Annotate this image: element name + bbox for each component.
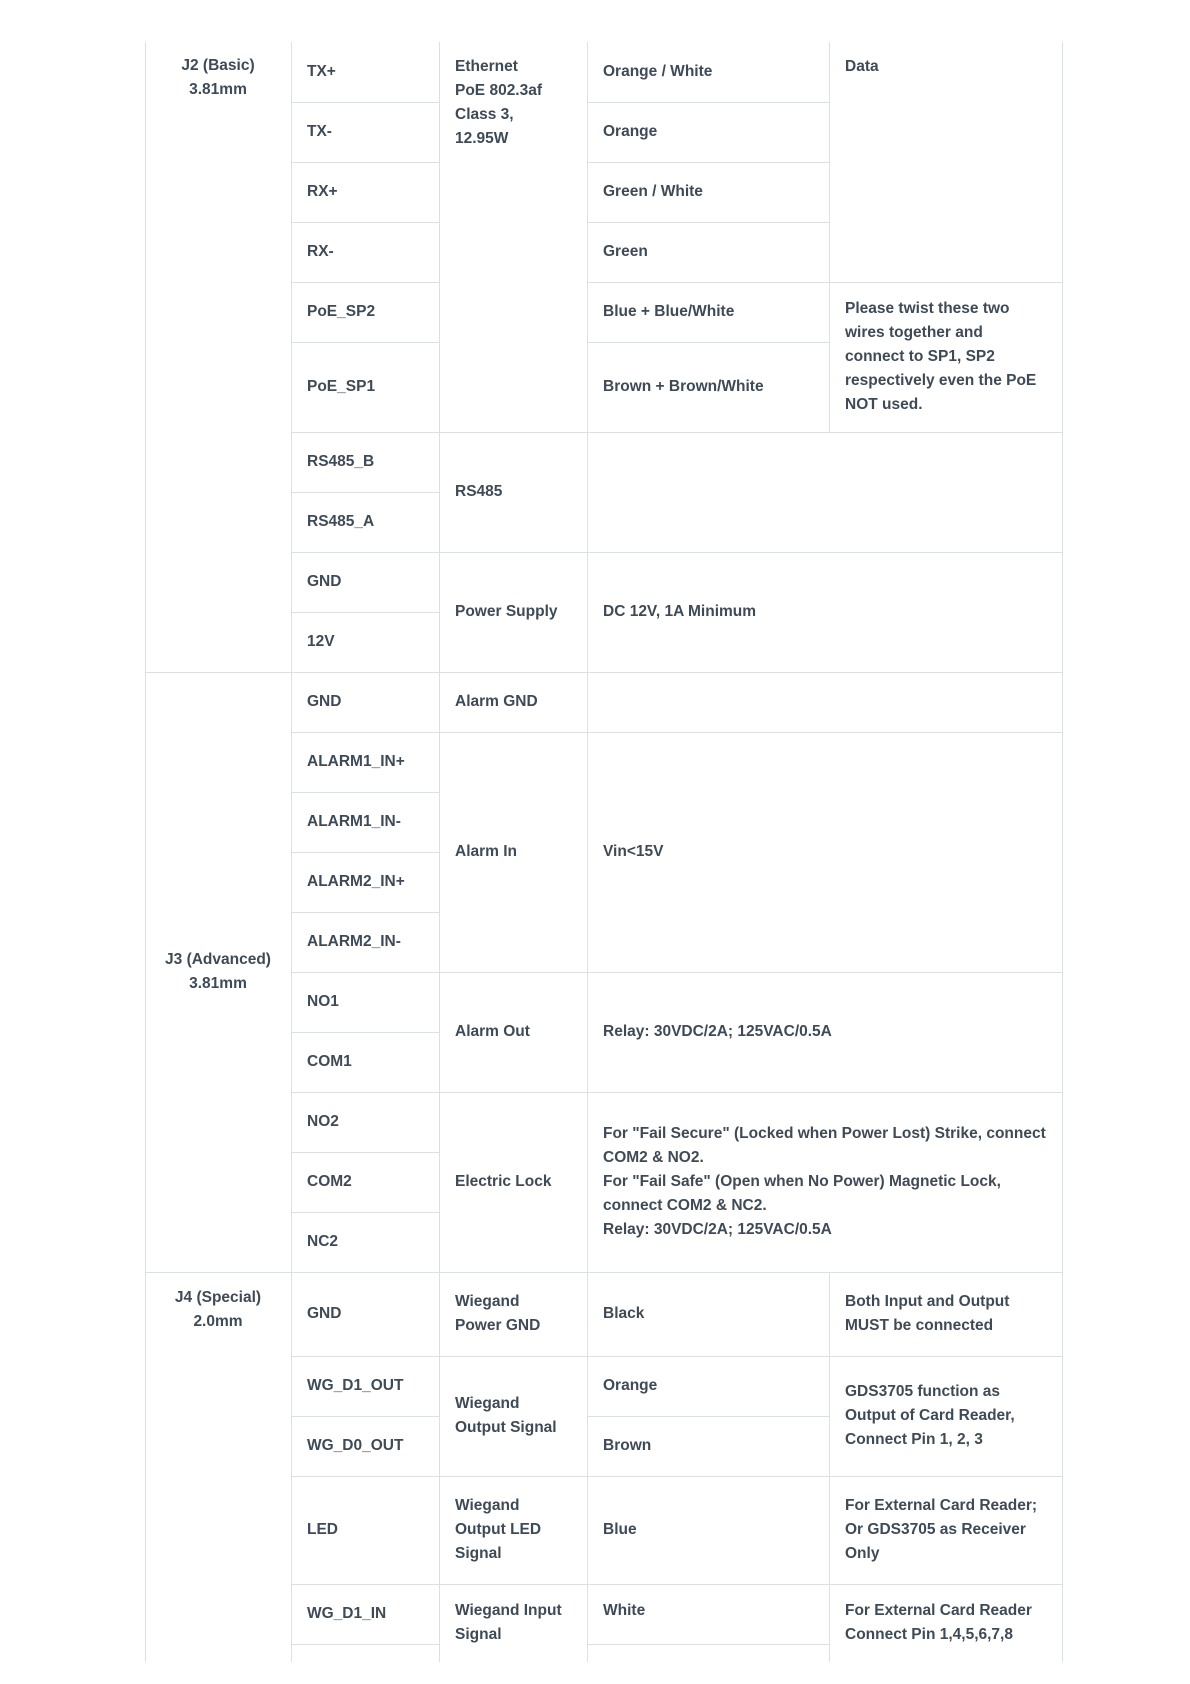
function-cell: Power Supply bbox=[455, 603, 558, 620]
pin-cell: PoE_SP2 bbox=[307, 303, 376, 320]
pin-cell: LED bbox=[307, 1521, 338, 1538]
grid-line bbox=[291, 912, 439, 913]
connector-j3 bbox=[145, 672, 291, 1272]
remark-poe-twist: Please twist these two wires together and connect to SP1, SP2 respectively even the PoE NOT used. bbox=[845, 300, 1037, 413]
grid-line bbox=[145, 42, 146, 1662]
pin-cell: ALARM2_IN- bbox=[307, 933, 401, 950]
function-cell: Electric Lock bbox=[455, 1173, 552, 1190]
remark-data: Data bbox=[845, 58, 879, 75]
function-cell: Wiegand Power GND bbox=[455, 1293, 541, 1334]
grid-line bbox=[587, 102, 829, 103]
function-cell: Alarm In bbox=[455, 843, 518, 860]
wire-color-cell: Black bbox=[603, 1305, 645, 1322]
pin-cell: TX- bbox=[307, 123, 332, 140]
pin-cell: GND bbox=[307, 1305, 342, 1322]
pin-cell: RX- bbox=[307, 243, 334, 260]
grid-line bbox=[291, 1416, 439, 1417]
grid-line bbox=[291, 1032, 439, 1033]
grid-line bbox=[291, 432, 1062, 433]
remark-alarm-in: Vin<15V bbox=[603, 843, 664, 860]
remark-wiegand-in: For External Card Reader Connect Pin 1,4,5,6,7,8 bbox=[845, 1602, 1032, 1643]
grid-line bbox=[829, 42, 830, 432]
pin-cell: WG_D1_IN bbox=[307, 1605, 387, 1622]
pin-cell: ALARM1_IN- bbox=[307, 813, 401, 830]
grid-line bbox=[291, 1092, 1062, 1093]
grid-line bbox=[439, 42, 440, 1662]
function-cell: RS485 bbox=[455, 483, 503, 500]
wire-color-cell: Blue bbox=[603, 1521, 637, 1538]
grid-line bbox=[291, 342, 439, 343]
grid-line bbox=[291, 102, 439, 103]
function-cell: Alarm GND bbox=[455, 693, 538, 710]
connector-label: J2 (Basic) 3.81mm bbox=[181, 57, 255, 98]
pin-cell: TX+ bbox=[307, 63, 336, 80]
pin-cell: NC2 bbox=[307, 1233, 339, 1250]
grid-line bbox=[291, 792, 439, 793]
grid-line bbox=[587, 282, 1062, 283]
connector-j4 bbox=[145, 1272, 291, 1662]
pin-cell: GND bbox=[307, 573, 342, 590]
pin-cell: PoE_SP1 bbox=[307, 378, 376, 395]
function-cell: Wiegand Output LED Signal bbox=[455, 1497, 542, 1562]
function-cell: Ethernet PoE 802.3af Class 3, 12.95W bbox=[455, 58, 543, 147]
grid-line bbox=[291, 1212, 439, 1213]
pin-cell: 12V bbox=[307, 633, 335, 650]
wire-color-cell: Orange bbox=[603, 1377, 658, 1394]
wire-color-cell: Green bbox=[603, 243, 648, 260]
grid-line bbox=[291, 1584, 1062, 1585]
function-cell: Wiegand Input Signal bbox=[455, 1602, 562, 1643]
pin-cell: RS485_B bbox=[307, 453, 375, 470]
pin-cell: ALARM2_IN+ bbox=[307, 873, 405, 890]
pin-cell: RX+ bbox=[307, 183, 338, 200]
pin-cell: NO1 bbox=[307, 993, 339, 1010]
wire-color-cell: White bbox=[603, 1602, 646, 1619]
function-cell: Alarm Out bbox=[455, 1023, 530, 1040]
grid-line bbox=[1062, 42, 1063, 1662]
grid-line bbox=[829, 1272, 830, 1662]
grid-line bbox=[291, 1356, 1062, 1357]
grid-line bbox=[291, 162, 439, 163]
grid-line bbox=[291, 552, 1062, 553]
grid-line bbox=[291, 1644, 439, 1645]
connector-label: J3 (Advanced) 3.81mm bbox=[165, 951, 271, 992]
pin-cell: NO2 bbox=[307, 1113, 339, 1130]
pin-cell: WG_D1_OUT bbox=[307, 1377, 404, 1394]
remark-alarm-out: Relay: 30VDC/2A; 125VAC/0.5A bbox=[603, 1023, 832, 1040]
function-cell: Wiegand Output Signal bbox=[455, 1395, 557, 1436]
grid-line bbox=[587, 162, 829, 163]
wire-color-cell: Brown bbox=[603, 1437, 652, 1454]
wire-color-cell: Orange bbox=[603, 123, 658, 140]
pin-cell: GND bbox=[307, 693, 342, 710]
grid-line bbox=[291, 612, 439, 613]
pin-cell: ALARM1_IN+ bbox=[307, 753, 405, 770]
grid-line bbox=[291, 492, 439, 493]
grid-line bbox=[291, 1476, 1062, 1477]
remark-wiegand-led: For External Card Reader; Or GDS3705 as Receiver Only bbox=[845, 1497, 1038, 1562]
grid-line bbox=[587, 42, 588, 1662]
remark-wiegand-out: GDS3705 function as Output of Card Reader, Connect Pin 1, 2, 3 bbox=[845, 1383, 1015, 1448]
pin-cell: WG_D0_OUT bbox=[307, 1437, 404, 1454]
grid-line bbox=[587, 1416, 829, 1417]
grid-line bbox=[291, 972, 1062, 973]
connector-label: J4 (Special) 2.0mm bbox=[174, 1289, 262, 1330]
pin-cell: COM1 bbox=[307, 1053, 352, 1070]
grid-line bbox=[291, 222, 439, 223]
connector-j2 bbox=[145, 42, 291, 672]
pin-cell: COM2 bbox=[307, 1173, 352, 1190]
grid-line bbox=[587, 342, 829, 343]
grid-line bbox=[291, 282, 439, 283]
grid-line bbox=[587, 222, 829, 223]
wire-color-cell: Green / White bbox=[603, 183, 703, 200]
grid-line bbox=[587, 1644, 829, 1645]
grid-line bbox=[145, 672, 1062, 673]
remark-electric-lock: For "Fail Secure" (Locked when Power Lost) Strike, connect COM2 & NO2. For "Fail Safe" (Open when No Power) Magnetic Lock, connect COM2 & NC2. Relay: 30VDC/2A; 125VAC/0.5A bbox=[603, 1125, 1046, 1238]
wire-color-cell: Brown + Brown/White bbox=[603, 378, 764, 395]
remark-power-supply: DC 12V, 1A Minimum bbox=[603, 603, 757, 620]
pin-cell: RS485_A bbox=[307, 513, 375, 530]
wire-color-cell: Orange / White bbox=[603, 63, 713, 80]
wire-color-cell: Blue + Blue/White bbox=[603, 303, 735, 320]
grid-line bbox=[145, 1272, 1062, 1273]
grid-line bbox=[291, 1152, 439, 1153]
grid-line bbox=[291, 852, 439, 853]
remark-wiegand-gnd: Both Input and Output MUST be connected bbox=[845, 1293, 1010, 1334]
grid-line bbox=[291, 732, 1062, 733]
